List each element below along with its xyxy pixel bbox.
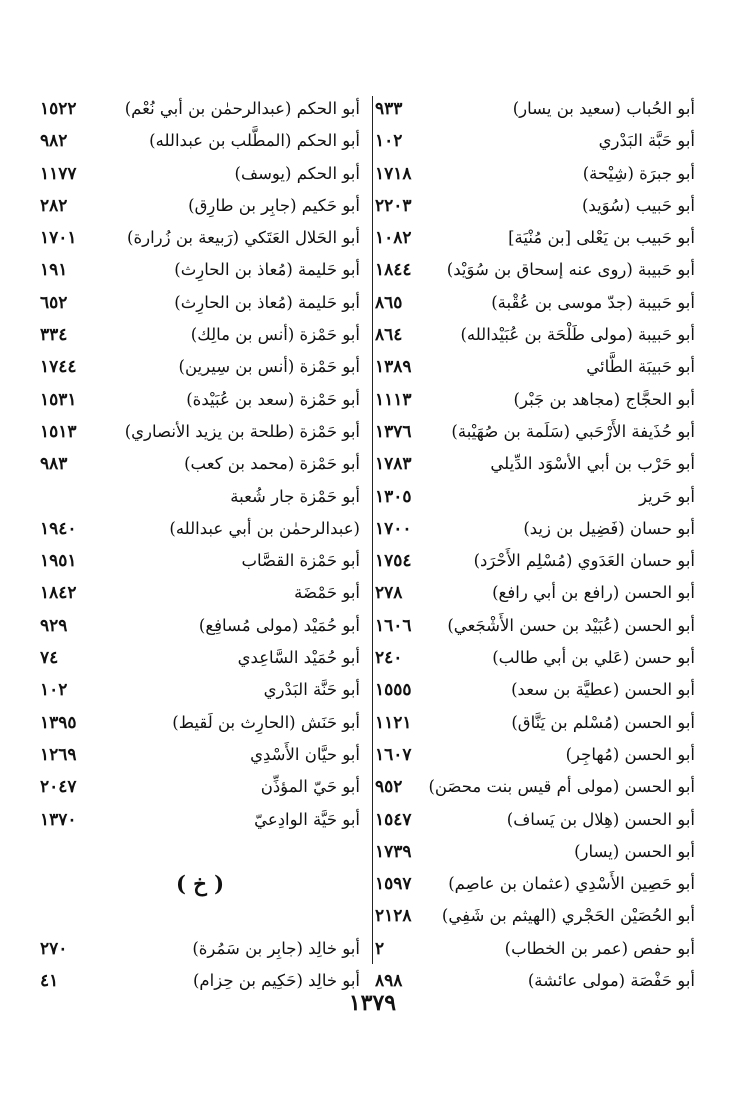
- index-entry: [40, 222, 360, 254]
- entry-name: أبو حَمْزة (أنس بن مالِك): [190, 325, 360, 345]
- spacer: [40, 900, 360, 932]
- entry-name: أبو الحسن (يسار): [574, 841, 695, 861]
- entry-name: أبو حَكيم (جابِر بن طارِق): [188, 195, 360, 215]
- right-column: [375, 93, 695, 997]
- entry-number: ١٥٥٥: [375, 680, 412, 701]
- index-entry: [375, 222, 695, 254]
- entry-name: أبو حَصِين الأَسْدِي (عثمان بن عاصِم): [448, 874, 695, 894]
- index-entry: [375, 707, 695, 739]
- index-entry: [375, 610, 695, 642]
- index-entry: [40, 707, 360, 739]
- entry-name: أبو حَمْزة جار شُعبة: [230, 486, 360, 506]
- entry-number: ١٥٩٧: [375, 874, 412, 895]
- entry-number: ٨٦٤: [375, 325, 403, 346]
- entry-name: أبو حيَّان الأَسْدِي: [250, 744, 360, 764]
- entry-number: ١٢٦٩: [40, 744, 77, 765]
- entry-number: ١٥١٣: [40, 421, 77, 442]
- entry-name: أبو حَبيبة (روى عنه إسحاق بن سُوَيْد): [446, 260, 695, 280]
- index-entry: [375, 287, 695, 319]
- entry-number: ١٣٧٦: [375, 421, 412, 442]
- entry-number: ١٣٨٩: [375, 357, 412, 378]
- index-entry: [40, 674, 360, 706]
- index-entry: [40, 610, 360, 642]
- entry-name: أبو الحُصَيْن الحَجْري (الهيثم بن شَفِي): [441, 906, 695, 926]
- entry-name: أبو حَيَّة الوادِعيّ: [254, 809, 360, 829]
- index-entry: [40, 481, 360, 513]
- entry-name: أبو حَمْضَة: [294, 583, 360, 603]
- entry-name: أبو حَنَّة البَدْري: [263, 680, 360, 700]
- index-entry: [375, 125, 695, 157]
- index-entry: [375, 577, 695, 609]
- index-entry: [375, 900, 695, 932]
- entry-number: ١٩٤٠: [40, 518, 77, 539]
- entry-name: أبو الحسن (عطيَّة بن سعد): [511, 680, 695, 700]
- entry-name: أبو حُمَيْد السَّاعِدي: [237, 648, 360, 668]
- index-entry: [375, 771, 695, 803]
- index-entry: [375, 319, 695, 351]
- entry-number: ٢٠٤٧: [40, 777, 77, 798]
- entry-name: أبو حفص (عمر بن الخطاب): [504, 938, 695, 958]
- entry-name: أبو حَمْزة (طلحة بن يزيد الأنصاري): [124, 421, 360, 441]
- entry-name: أبو خالِد (حَكِيم بن حِزام): [193, 971, 360, 991]
- entry-number: ١٧١٨: [375, 163, 412, 184]
- entry-name: أبو الحكم (يوسف): [234, 163, 360, 183]
- entry-number: ١٥٢٢: [40, 99, 77, 119]
- index-entry: [375, 933, 695, 965]
- entry-number: ١٣٠٥: [375, 486, 412, 507]
- entry-number: ٩٢٩: [40, 615, 68, 636]
- entry-name: أبو الحسن (مُسْلم بن يَنَّاق): [511, 712, 695, 732]
- entry-number: ١٥٤٧: [375, 809, 412, 830]
- entry-name: أبو حَرْب بن أبي الأسْوَد الدِّيلي: [490, 454, 695, 474]
- section-letter: ( خ ): [175, 871, 225, 897]
- entry-number: ٢٧٨: [375, 583, 403, 604]
- index-entry: [375, 158, 695, 190]
- entry-number: ١١١٣: [375, 389, 412, 410]
- entry-name: أبو خالِد (جابِر بن سَمُرة): [192, 938, 360, 958]
- index-entry: [375, 481, 695, 513]
- index-entry: [375, 739, 695, 771]
- entry-number: ١٠٢: [40, 680, 68, 701]
- entry-number: ١١٧٧: [40, 163, 77, 184]
- entry-number: ١٩١: [40, 260, 68, 281]
- index-entry: [40, 158, 360, 190]
- entry-number: ١٦٠٧: [375, 744, 412, 765]
- index-entry: [40, 190, 360, 222]
- entry-name: أبو حَمْزة القصَّاب: [241, 551, 360, 571]
- entry-number: ٩٨٢: [40, 131, 68, 152]
- entry-number: ٢٨٢: [40, 195, 68, 216]
- entry-number: ١٨٤٢: [40, 583, 77, 604]
- entry-number: ٦٥٢: [40, 292, 68, 313]
- entry-name: أبو حَنَش (الحارِث بن لَقيط): [172, 712, 360, 732]
- entry-name: أبو حَمْزة (سعد بن عُبَيْدة): [186, 389, 360, 409]
- entry-name: أبو حَبَّة البَدْري: [598, 131, 695, 151]
- entry-name: (عبدالرحمٰن بن أبي عبدالله): [169, 518, 360, 538]
- index-entry: [40, 771, 360, 803]
- entry-number: ١٩٥١: [40, 551, 77, 572]
- index-entry: [40, 416, 360, 448]
- index-entry: [375, 836, 695, 868]
- index-entry: [40, 125, 360, 157]
- index-entry: [375, 642, 695, 674]
- index-entry: [40, 93, 360, 125]
- index-entry: [375, 384, 695, 416]
- entry-name: أبو حَمْزة (محمد بن كعب): [184, 454, 360, 474]
- index-entry: [375, 448, 695, 480]
- entry-name: أبو الحَلال العَتَكي (رَبيعة بن زُرارة): [127, 228, 360, 248]
- entry-name: أبو حَبيبة (جدّ موسى بن عُقْبة): [491, 292, 695, 312]
- left-column: [40, 93, 360, 997]
- entry-number: ١٦٠٦: [375, 615, 412, 636]
- entry-name: أبو حَيّ المؤذِّن: [260, 777, 360, 797]
- entry-number: ٩٣٣: [375, 99, 403, 119]
- entry-number: ١٧٣٩: [375, 841, 412, 862]
- entry-number: ١٧٠٠: [375, 518, 412, 539]
- entry-name: أبو الحجَّاج (مجاهد بن جَبْر): [513, 389, 695, 409]
- entry-name: أبو حَليمة (مُعاذ بن الحارِث): [174, 292, 360, 312]
- index-entry: [40, 642, 360, 674]
- entry-number: ٤١: [40, 971, 59, 992]
- index-entry: [375, 351, 695, 383]
- entry-number: ٨٦٥: [375, 292, 403, 313]
- index-entry: [375, 513, 695, 545]
- entry-name: أبو حَفْصَة (مولى عائشة): [527, 971, 695, 991]
- section-heading: [40, 868, 360, 900]
- entry-name: أبو حسان العَدَوي (مُسْلِم الأَحْرَد): [473, 551, 695, 571]
- entry-number: ١٨٤٤: [375, 260, 412, 281]
- entry-number: ٢: [375, 938, 385, 959]
- entry-number: ١٧٥٤: [375, 551, 412, 572]
- entry-number: ٩٨٣: [40, 454, 68, 475]
- entry-number: ١٠٢: [375, 131, 403, 152]
- entry-name: أبو حَبيب بن يَعْلى [بن مُنْيَة]: [508, 228, 695, 248]
- entry-number: ١٧٨٣: [375, 454, 412, 475]
- index-entry: [40, 804, 360, 836]
- entry-number: ٣٣٤: [40, 325, 68, 346]
- spacer: [40, 836, 360, 868]
- index-entry: [375, 416, 695, 448]
- index-entry: [40, 319, 360, 351]
- entry-number: ١٣٧٠: [40, 809, 77, 830]
- entry-name: أبو حسان (فَضِيل بن زيد): [523, 518, 695, 538]
- entry-name: أبو الحسن (عُبَيْد بن حسن الأَشْجَعي): [447, 615, 695, 635]
- entry-name: أبو الحسن (مولى أم قيس بنت محصَن): [428, 777, 695, 797]
- entry-name: أبو حَريز: [639, 486, 695, 506]
- entry-number: ١١٢١: [375, 712, 412, 733]
- entry-name: أبو الحسن (مُهاجِر): [565, 744, 695, 764]
- entry-number: ٩٥٢: [375, 777, 403, 798]
- entry-number: ٢١٢٨: [375, 906, 412, 927]
- entry-name: أبو الحكم (المطَّلب بن عبدالله): [149, 131, 360, 151]
- index-entry: [40, 739, 360, 771]
- index-entry: [375, 93, 695, 125]
- entry-number: ٧٤: [40, 648, 59, 669]
- entry-number: ٨٩٨: [375, 971, 403, 992]
- index-entry: [40, 254, 360, 286]
- index-entry: [375, 868, 695, 900]
- entry-name: أبو حَبيبة (مولى طَلْحَة بن عُبَيْدالله): [460, 325, 695, 345]
- index-entry: [375, 190, 695, 222]
- index-entry: [40, 448, 360, 480]
- index-entry: [375, 674, 695, 706]
- entry-number: ١٧٤٤: [40, 357, 77, 378]
- entry-name: أبو حَمْزة (أنس بن سِيرين): [178, 357, 360, 377]
- index-entry: [375, 545, 695, 577]
- index-entry: [40, 351, 360, 383]
- index-entry: [40, 545, 360, 577]
- index-entry: [375, 254, 695, 286]
- entry-number: ١٠٨٢: [375, 228, 412, 249]
- entry-number: ١٣٩٥: [40, 712, 77, 733]
- entry-name: أبو الحكم (عبدالرحمٰن بن أبي نُعْم): [124, 99, 360, 118]
- index-entry: [40, 513, 360, 545]
- entry-number: ٢٧٠: [40, 938, 68, 959]
- entry-number: ٢٢٠٣: [375, 195, 412, 216]
- entry-name: أبو الحسن (رافع بن أبي رافع): [492, 583, 695, 603]
- index-entry: [40, 287, 360, 319]
- index-entry: [40, 577, 360, 609]
- entry-name: أبو الحسن (هِلال بن يَساف): [506, 809, 695, 829]
- entry-number: ١٥٣١: [40, 389, 77, 410]
- entry-name: أبو حُذَيفة الأَرْحَبي (سَلَمة بن صُهَيْبة): [451, 421, 695, 441]
- entry-name: أبو حُمَيْد (مولى مُسافِع): [198, 615, 360, 635]
- column-divider: [372, 96, 373, 964]
- index-entry: [40, 933, 360, 965]
- index-entry: [40, 384, 360, 416]
- entry-name: أبو حَبيب (سُوَيد): [581, 195, 695, 215]
- page-number: ١٣٧٩: [348, 990, 397, 1016]
- entry-name: أبو الحُباب (سعيد بن يسار): [512, 99, 695, 118]
- index-entry: [375, 804, 695, 836]
- entry-name: أبو حَبيبَة الطَّائي: [586, 357, 695, 377]
- entry-number: ٢٤٠: [375, 648, 403, 669]
- entry-name: أبو حسن (عَلي بن أبي طالب): [492, 648, 695, 668]
- entry-number: ١٧٠١: [40, 228, 77, 249]
- entry-name: أبو جبرَة (شِيْحة): [582, 163, 695, 183]
- entry-name: أبو حَليمة (مُعاذ بن الحارِث): [174, 260, 360, 280]
